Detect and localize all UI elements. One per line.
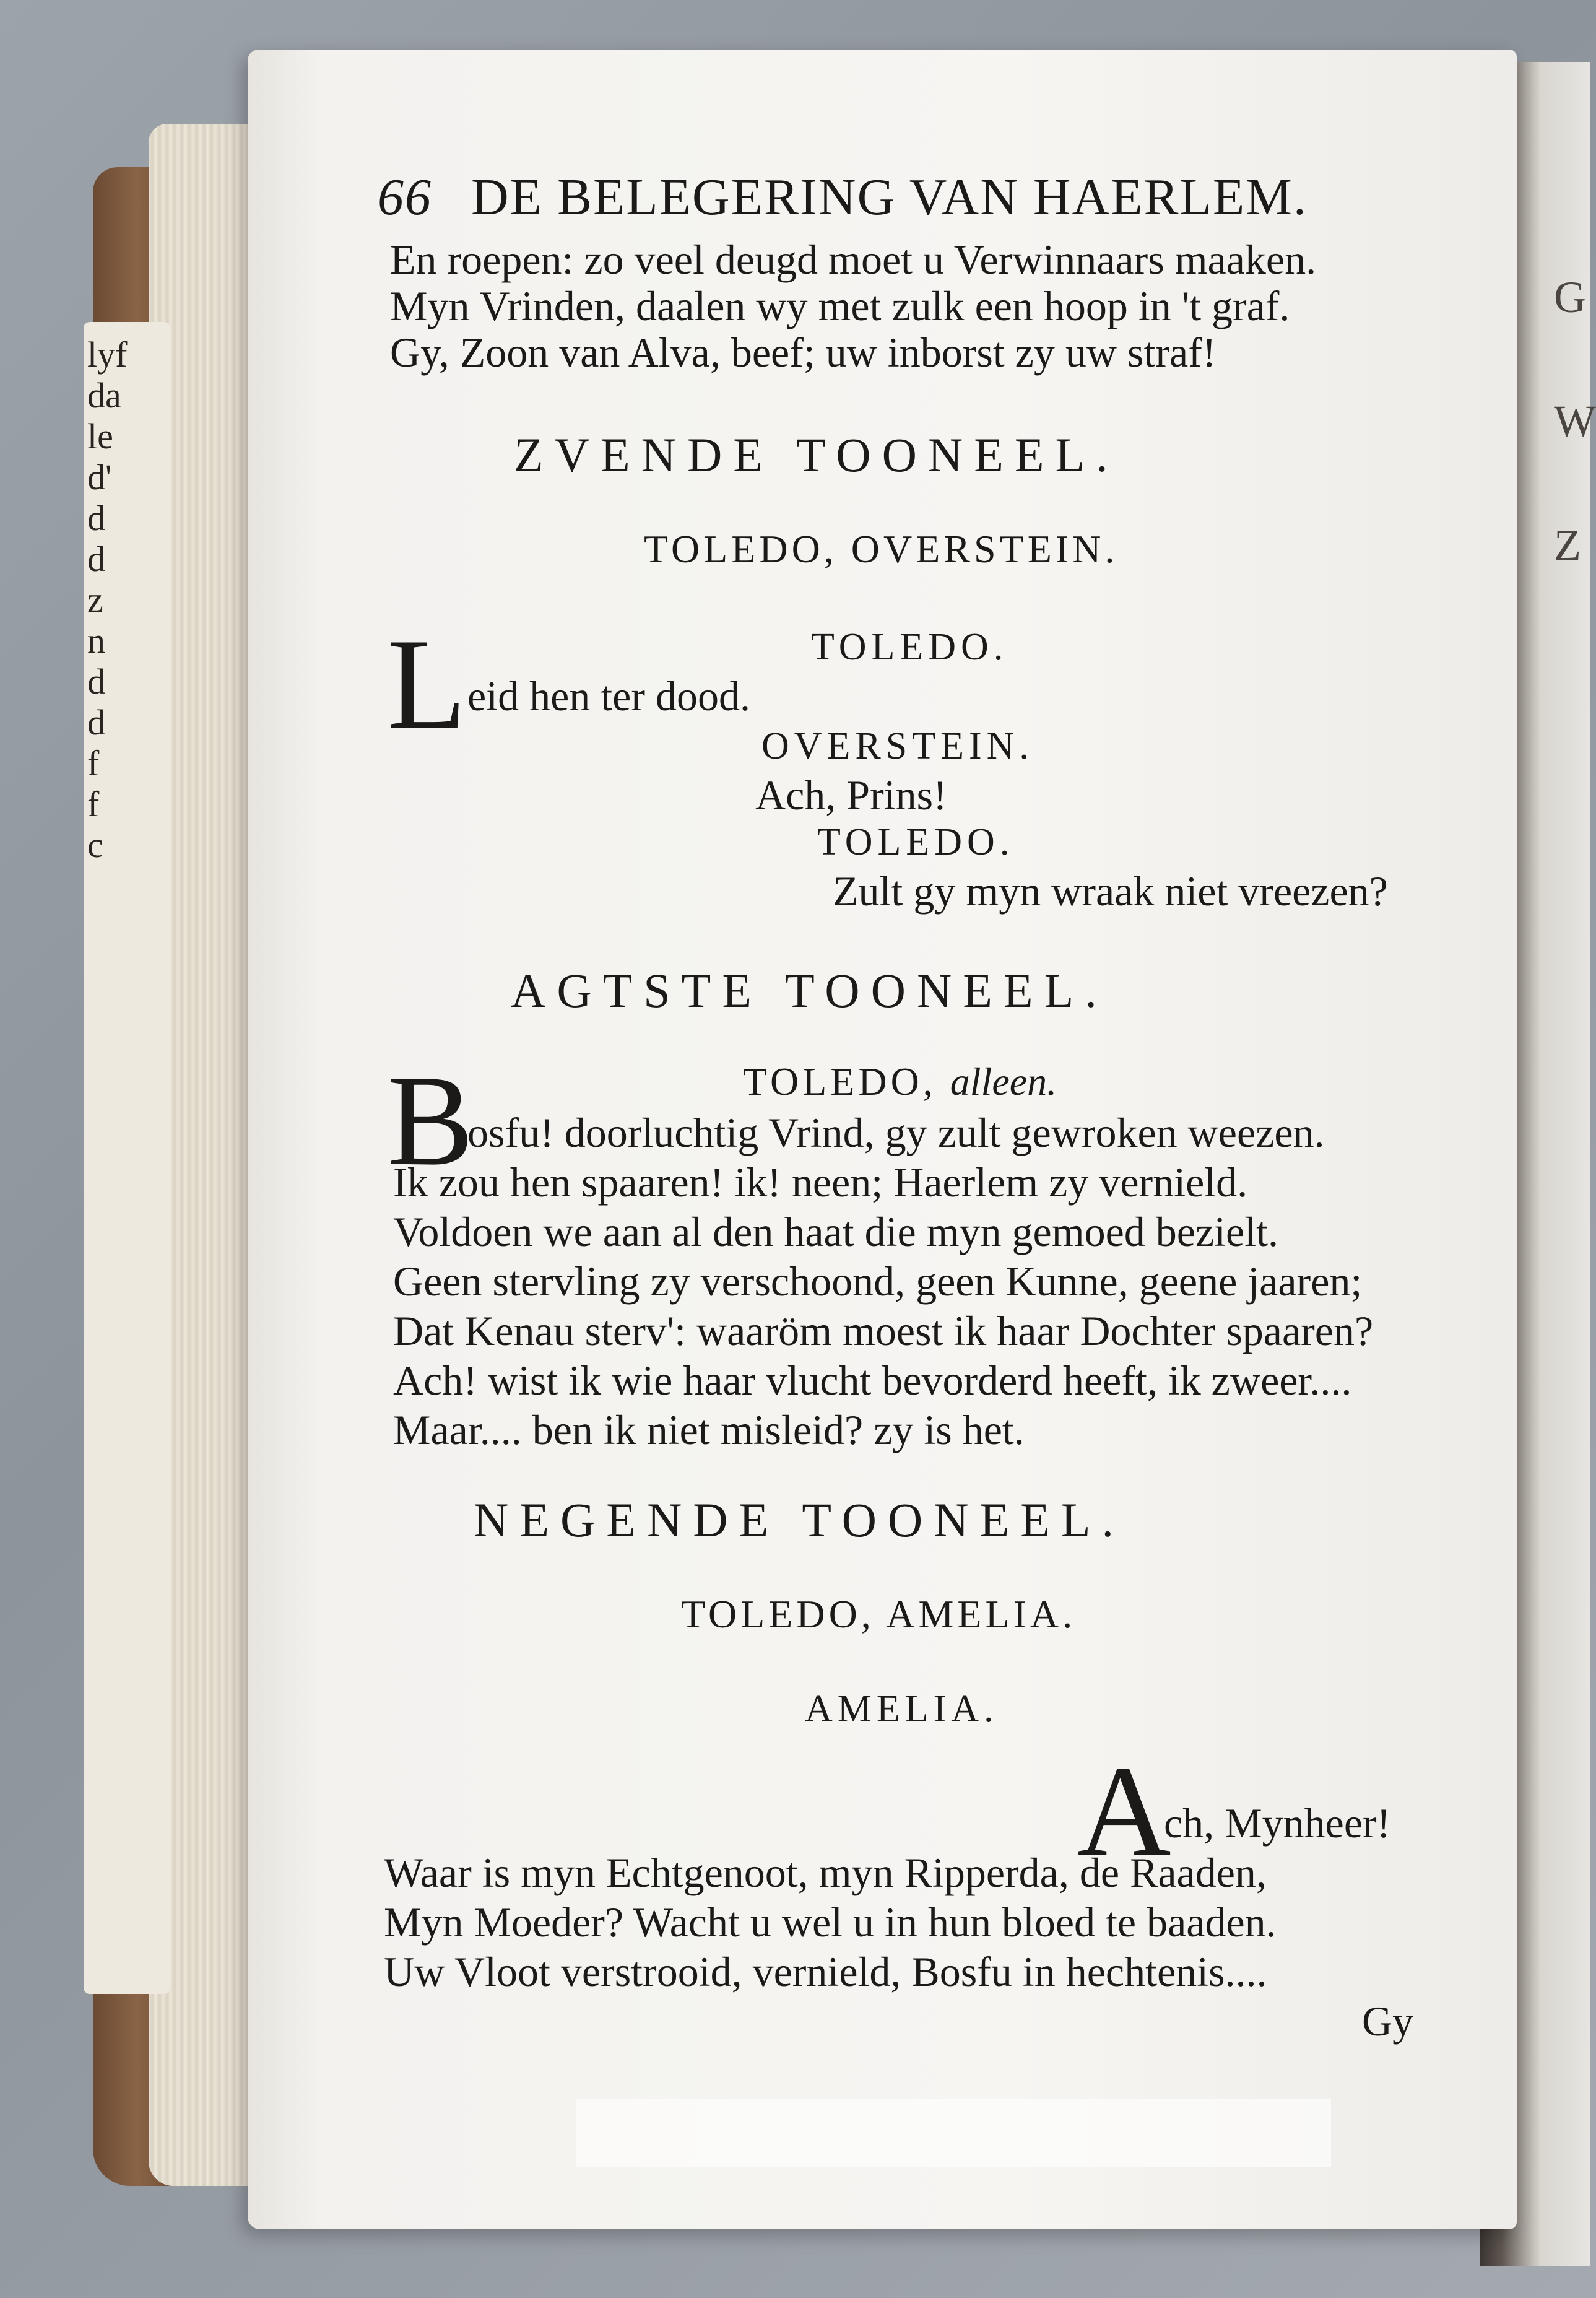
catchword: Gy (1362, 1998, 1414, 2045)
verse-line: Dat Kenau sterv': waaröm moest ik haar Dochter spaaren? (393, 1307, 1374, 1354)
verse-line: Gy, Zoon van Alva, beef; uw inborst zy uw straf! (390, 329, 1217, 376)
verse-line: Ach, Prins! (755, 772, 947, 819)
verse-line: Zult gy myn wraak niet vreezen? (833, 868, 1388, 915)
speaker-name: TOLEDO. (817, 821, 1015, 863)
verse-line: Maar.... ben ik niet misleid? zy is het. (393, 1406, 1025, 1453)
scene-persons: TOLEDO, OVERSTEIN. (644, 527, 1119, 571)
verse-line: Voldoen we aan al den haat die myn gemoed bezielt. (393, 1208, 1279, 1255)
next-page-fragment: G W Z (1554, 272, 1596, 570)
page-number: 66 (378, 168, 432, 226)
verse-line: Waar is myn Echtgenoot, myn Ripperda, de Raaden, (384, 1849, 1267, 1896)
verse-line: osfu! doorluchtig Vrind, gy zult gewroken weezen. (467, 1109, 1325, 1156)
scene-persons (743, 1059, 1057, 1105)
scene-heading: NEGENDE TOONEEL. (474, 1493, 1125, 1547)
light-glare (576, 2099, 1331, 2167)
verse-line: ch, Mynheer! (1164, 1800, 1391, 1847)
verse-line: eid hen ter dood. (467, 672, 750, 720)
drop-cap: L (387, 612, 467, 756)
drop-cap: A (1077, 1739, 1171, 1883)
verse-line: Myn Moeder? Wacht u wel u in hun bloed te baaden. (384, 1899, 1277, 1946)
scene-heading: ZVENDE TOONEEL. (514, 428, 1119, 482)
speaker-name: OVERSTEIN. (761, 725, 1034, 767)
verse-line: Ik zou hen spaaren! ik! neen; Haerlem zy vernield. (393, 1159, 1248, 1206)
previous-page-strip: lyf da le d' d d z n d d f f c (84, 322, 170, 1994)
page-header (378, 167, 1308, 227)
stage-note: alleen. (950, 1060, 1057, 1103)
verse-line: Ach! wist ik wie haar vlucht bevorderd heeft, ik zweer.... (393, 1357, 1352, 1404)
speaker-name: AMELIA. (805, 1688, 999, 1730)
person-name: TOLEDO, (743, 1060, 937, 1103)
drop-cap: B (387, 1049, 474, 1193)
verse-line: En roepen: zo veel deugd moet u Verwinnaars maaken. (390, 236, 1317, 283)
running-title: DE BELEGERING VAN HAERLEM. (471, 168, 1308, 226)
verse-line: Myn Vrinden, daalen wy met zulk een hoop in 't graf. (390, 282, 1290, 329)
speaker-name: TOLEDO. (811, 626, 1008, 668)
verse-line: Geen stervling zy verschoond, geen Kunne, geene jaaren; (393, 1258, 1363, 1305)
scene-heading: AGTSTE TOONEEL. (511, 964, 1108, 1017)
verse-line: Uw Vloot verstrooid, vernield, Bosfu in hechtenis.... (384, 1948, 1267, 1995)
scene-persons: TOLEDO, AMELIA. (681, 1592, 1077, 1636)
